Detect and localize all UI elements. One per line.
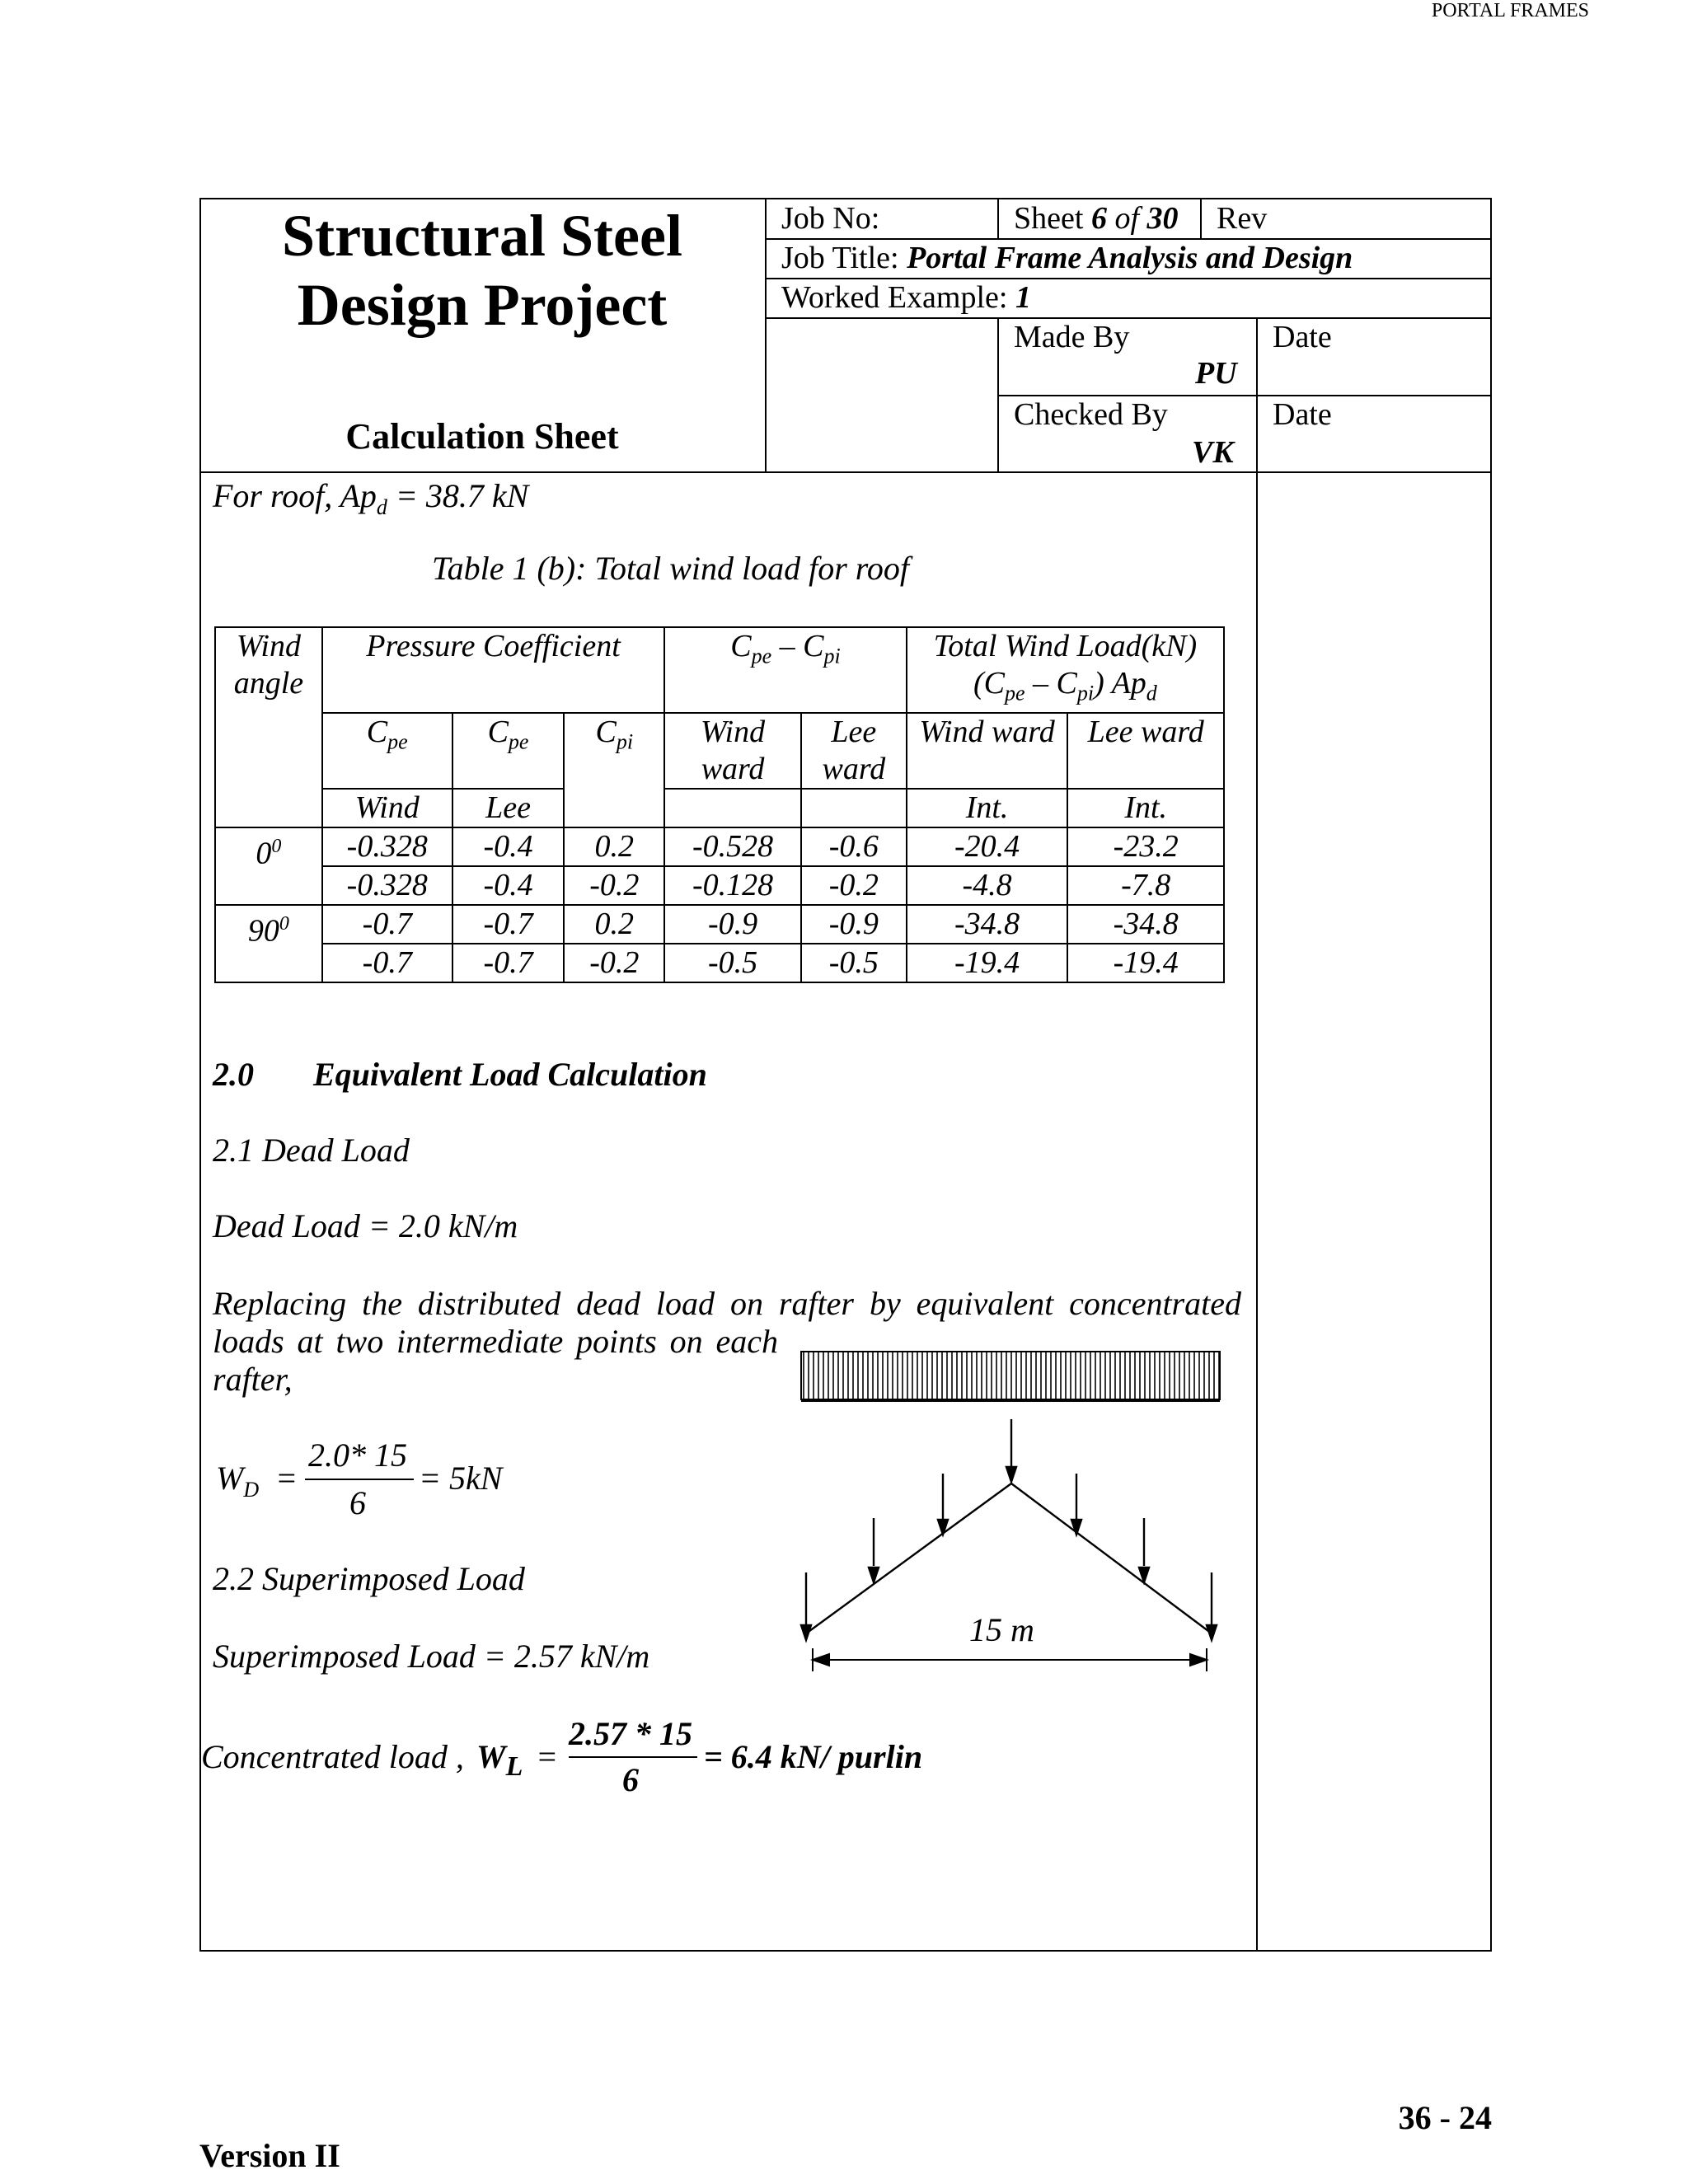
cell: -34.8 xyxy=(1067,905,1224,944)
job-no-label: Job No: xyxy=(781,201,880,236)
cell: -0.2 xyxy=(564,866,664,905)
wl-numerator: 2.57 * 15 xyxy=(569,1715,692,1752)
wd-fraction-bar xyxy=(305,1479,414,1480)
th-leeward-1 xyxy=(801,713,907,789)
angle-0: 0 xyxy=(256,836,272,871)
table-row xyxy=(215,944,1224,982)
th-cpe-cpi-c1: C xyxy=(730,629,752,663)
th-total-2-text: (C xyxy=(973,666,1005,701)
cell: -0.7 xyxy=(322,944,452,982)
table-caption: Table 1 (b): Total wind load for roof xyxy=(432,550,909,587)
worked-example-num: 1 xyxy=(1015,280,1031,315)
wl-denominator: 6 xyxy=(622,1761,639,1798)
sheet-num: 6 xyxy=(1090,201,1107,236)
roof-apd-sub: d xyxy=(376,495,387,519)
project-title xyxy=(199,201,765,340)
cell: -0.2 xyxy=(801,866,907,905)
arrow-head-purlin-1 xyxy=(938,1520,948,1535)
job-title: Portal Frame Analysis and Design xyxy=(907,241,1353,275)
section-title: Equivalent Load Calculation xyxy=(313,1056,707,1093)
th-cpe-1: $C_{pe}$ xyxy=(322,713,452,789)
th-total-1: Total Wind Load(kN) xyxy=(933,629,1198,663)
th-windward-1 xyxy=(664,713,801,789)
cell: -19.4 xyxy=(1067,944,1224,982)
section-number: 2.0 xyxy=(213,1056,254,1093)
date-label-2: Date xyxy=(1273,397,1332,432)
th-cpe-2-text: C xyxy=(487,714,509,749)
cell: -0.9 xyxy=(664,905,801,944)
wd-symbol xyxy=(216,1459,259,1502)
angle-0-sup: 0 xyxy=(271,835,282,857)
th-wind: Wind xyxy=(322,789,452,827)
worked-example-label: Worked Example: xyxy=(781,280,1008,315)
cell: -4.8 xyxy=(907,866,1068,905)
th-windward-2 xyxy=(907,713,1068,789)
cell: -0.7 xyxy=(322,905,452,944)
angle-0-cell xyxy=(215,827,322,905)
th-wind-angle-1: Wind xyxy=(236,629,301,663)
dead-load-value: Dead Load = 2.0 kN/m xyxy=(213,1207,518,1244)
th-cpi-text: C xyxy=(595,714,617,749)
dim-arrow-left xyxy=(813,1654,829,1666)
th-wind-angle-2: angle xyxy=(233,666,304,701)
th-pressure-coefficient: Pressure Coefficient xyxy=(322,627,664,713)
th-total-2: $(C_{pe} - C_{pi})$ $Ap_d$ xyxy=(973,666,1157,705)
wd-symbol-w: W xyxy=(216,1460,244,1497)
dim-arrow-right xyxy=(1190,1654,1207,1666)
para-line3: rafter, xyxy=(213,1361,293,1398)
th-wind-angle xyxy=(215,627,322,827)
sheet-total: 30 xyxy=(1146,201,1179,236)
angle-90-sup: 0 xyxy=(279,912,289,935)
wd-symbol-sub: D xyxy=(243,1478,260,1502)
cell: -0.4 xyxy=(452,866,565,905)
wind-load-table xyxy=(214,626,1225,983)
cell: -7.8 xyxy=(1067,866,1224,905)
title-block-bottom-rule xyxy=(199,471,1492,473)
roof-apd-value: = 38.7 kN xyxy=(395,477,529,514)
project-title-line2: Design Project xyxy=(297,272,668,338)
sheet-label: Sheet xyxy=(1014,201,1084,236)
wl-symbol-sub: L xyxy=(505,1751,523,1782)
th-cpe-2: $C_{pe}$ xyxy=(452,713,565,789)
th-cpi: $C_{pi}$ xyxy=(564,713,664,827)
subsection-dead-load: 2.1 Dead Load xyxy=(213,1132,410,1169)
angle-90: 90 xyxy=(247,913,279,949)
th-empty-2 xyxy=(801,789,907,827)
arrow-head-purlin-3 xyxy=(1071,1520,1081,1535)
project-title-line1: Structural Steel xyxy=(282,203,682,269)
made-by-label: Made By xyxy=(1014,320,1130,354)
cell: -0.7 xyxy=(452,905,565,944)
sheet-type: Calculation Sheet xyxy=(345,416,619,457)
table-row xyxy=(215,866,1224,905)
arrow-head-apex xyxy=(1006,1467,1016,1482)
cell: 0.2 xyxy=(564,905,664,944)
rule-rev-left xyxy=(1200,198,1202,239)
th-int-1: Int. xyxy=(907,789,1068,827)
wd-eq: = xyxy=(275,1460,298,1497)
wl-fraction-bar xyxy=(569,1756,697,1758)
th-leeward-2 xyxy=(1067,713,1224,789)
th-lee: Lee xyxy=(452,789,565,827)
cell: -23.2 xyxy=(1067,827,1224,866)
cell: -0.328 xyxy=(322,827,452,866)
rev-label: Rev xyxy=(1217,201,1268,236)
wd-denominator: 6 xyxy=(349,1484,366,1521)
span-dimension xyxy=(813,1648,1207,1671)
job-title-label: Job Title: xyxy=(781,241,899,275)
cell: -0.5 xyxy=(664,944,801,982)
sheet-number xyxy=(1014,200,1179,237)
cell: -0.528 xyxy=(664,827,801,866)
cell: -34.8 xyxy=(907,905,1068,944)
right-rafter xyxy=(1011,1483,1212,1633)
cell: -0.128 xyxy=(664,866,801,905)
point-load-arrows xyxy=(801,1419,1217,1640)
th-leeward-2-text: Lee ward xyxy=(1087,714,1204,749)
th-total-wind-load xyxy=(907,627,1224,713)
th-int-2: Int. xyxy=(1067,789,1224,827)
roof-apd xyxy=(213,476,528,520)
superimposed-value: Superimposed Load = 2.57 kN/m xyxy=(213,1638,650,1675)
para-line1: Replacing the distributed dead load on rafter by equivalent concentrated xyxy=(213,1285,1241,1322)
arrow-head-eave-right xyxy=(1207,1625,1217,1640)
table-row xyxy=(215,905,1224,944)
arrow-head-eave-left xyxy=(801,1625,811,1640)
conc-label: Concentrated load , xyxy=(201,1738,464,1775)
sheet-of: of xyxy=(1114,201,1139,236)
cell: -19.4 xyxy=(907,944,1068,982)
checked-by-label: Checked By xyxy=(1014,397,1168,432)
made-by: PU xyxy=(1195,356,1237,391)
th-windward-2-text: Wind ward xyxy=(919,714,1055,749)
arrow-head-purlin-2 xyxy=(869,1568,879,1582)
right-column-divider xyxy=(1256,317,1258,1952)
page-number: 36 - 24 xyxy=(1398,2099,1492,2136)
cell: -0.6 xyxy=(801,827,907,866)
roof-apd-label: For roof, Ap xyxy=(213,477,377,514)
cell: -20.4 xyxy=(907,827,1068,866)
wl-eq: = xyxy=(536,1738,558,1775)
th-leeward-1-text: Lee ward xyxy=(822,714,886,786)
subsection-superimposed: 2.2 Superimposed Load xyxy=(213,1560,525,1597)
cell: -0.7 xyxy=(452,944,565,982)
th-cpe-cpi: $C_{pe} - C_{pi}$ xyxy=(664,627,907,713)
distributed-load-strip xyxy=(801,1352,1220,1399)
rule-sheet-left xyxy=(997,198,999,239)
checked-by: VK xyxy=(1192,435,1234,470)
cell: -0.9 xyxy=(801,905,907,944)
cell: -0.2 xyxy=(564,944,664,982)
th-cpe-1-text: C xyxy=(366,714,388,749)
angle-90-cell xyxy=(215,905,322,982)
wd-numerator: 2.0* 15 xyxy=(308,1436,407,1474)
wd-result: = 5kN xyxy=(419,1460,503,1497)
running-header: PORTAL FRAMES xyxy=(1431,0,1589,21)
table-row xyxy=(215,827,1224,866)
cell: -0.5 xyxy=(801,944,907,982)
para-line2: loads at two intermediate points on each xyxy=(213,1323,778,1360)
cell: -0.328 xyxy=(322,866,452,905)
th-windward-1-text: Wind ward xyxy=(700,714,766,786)
wl-symbol-w: W xyxy=(476,1738,506,1775)
job-title-row xyxy=(781,240,1353,276)
version-label: Version II xyxy=(199,2137,340,2174)
th-empty-1 xyxy=(664,789,801,827)
date-label-1: Date xyxy=(1273,320,1332,354)
wl-result: = 6.4 kN/ purlin xyxy=(704,1738,923,1775)
wl-symbol xyxy=(476,1737,523,1783)
span-label: 15 m xyxy=(969,1611,1034,1648)
cell: 0.2 xyxy=(564,827,664,866)
worked-example-row xyxy=(781,279,1031,316)
cell: -0.4 xyxy=(452,827,565,866)
